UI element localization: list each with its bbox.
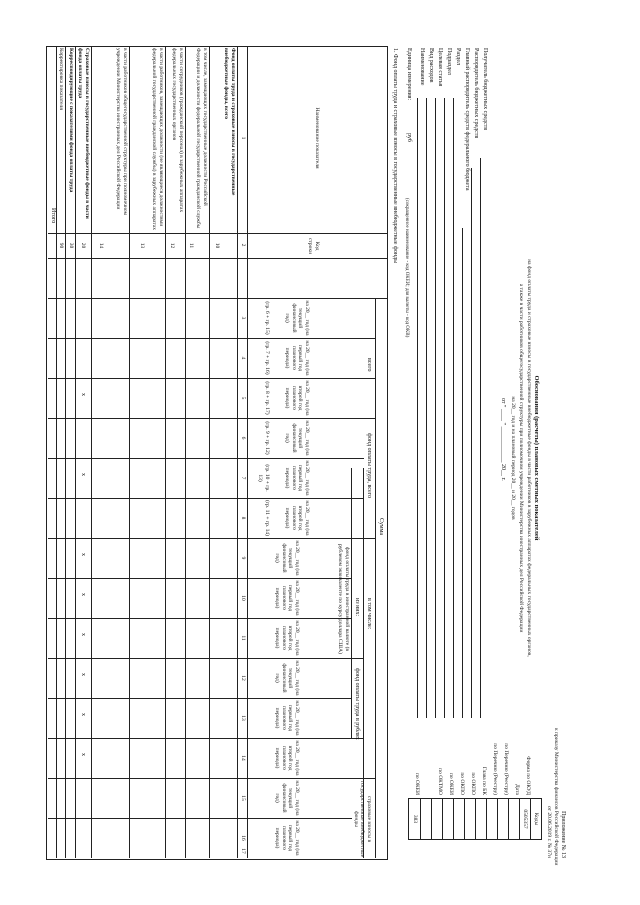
date-line: от " ____ " ____________ 20__ г. [500, 398, 506, 481]
insurance-header: страховые взносы в государственные внебюджетные фонды [353, 780, 372, 858]
col-sep-name [48, 233, 388, 234]
row-line-11 [185, 46, 186, 858]
row-13-name: в части работников, замещающих должности (не являющиеся должностями федеральной государственной гражданской службы) в зарубежных аппаратах [151, 48, 164, 230]
col7-formula: (гр. 10 + гр. 13) [257, 464, 270, 492]
label-oktmo: по ОКТМО [437, 768, 443, 795]
appendix-line-2: к приказу Министерства финансов Российской Федерации [553, 728, 559, 866]
col-sep-3 [48, 298, 388, 299]
row-12-name: в части сотрудников (гражданский персонал) в зарубежных аппаратах федеральных государственных органов [171, 48, 184, 213]
x-mark-20-12: х [80, 673, 86, 676]
row-10-code: 10 [214, 242, 220, 249]
col8-period: на 20__ год (на второй год планового периода) [284, 500, 310, 536]
code-okei-1 [442, 799, 454, 839]
currency-note: (сокращенное наименование - код ОКЕИ; для валюты - код ОКВ) [404, 198, 409, 338]
form-title-3: а также в части работников общегосударственной структуры при полномочном учреждении Министерства иностранных дел Российской Федерации [518, 283, 524, 633]
col-number-16: 16 [240, 835, 246, 841]
col-number-1: 1 [240, 136, 246, 140]
x-mark-20-13: х [80, 713, 86, 716]
col-number-5: 5 [240, 396, 246, 400]
col-sep-15 [48, 778, 376, 779]
row-90-code: 90 [58, 242, 64, 249]
org-field-1-line [480, 158, 481, 718]
org-field-3: Главный распорядитель средств федерального бюджета [464, 48, 470, 191]
label-date: Дата [514, 784, 520, 795]
col4-formula: (гр. 7 + гр. 16) [264, 341, 270, 375]
col3-period: на 20__ год (на текущий финансовый год) [284, 300, 310, 336]
col14-period: на 20__ год (на второй год планового периода) [274, 740, 300, 776]
col-number-6: 6 [240, 436, 246, 440]
col-number-2: 2 [240, 243, 246, 247]
org-field-1: Получатель бюджетных средств [482, 48, 488, 131]
col-sep-13 [48, 698, 352, 699]
codes-header: Коды [533, 812, 539, 826]
row-line-30 [65, 46, 66, 858]
row-line-20 [75, 46, 76, 858]
col-number-4: 4 [240, 356, 246, 360]
col-number-9: 9 [240, 556, 246, 560]
sum-header: Сумма [378, 518, 384, 535]
col10-period: на 20__ год (на первый год планового периода) [274, 580, 300, 616]
col7-period: на 20__ год (на первый год планового периода) [284, 460, 310, 496]
org-field-6: Целевая статья [437, 48, 443, 87]
col-sep-4 [48, 338, 376, 339]
org-field-5: Подраздел [446, 48, 452, 75]
col-code-header: Код строки [307, 237, 320, 255]
col5-formula: (гр. 8 + гр. 17) [264, 381, 270, 415]
x-mark-20-5: х [80, 393, 86, 396]
col-number-14: 14 [240, 755, 246, 761]
col-number-15: 15 [240, 795, 246, 801]
total-row-label: Итого [50, 208, 56, 224]
col5-period: на 20__ год (на второй год планового периода) [284, 380, 310, 416]
col-number-7: 7 [240, 476, 246, 480]
org-field-5-line [444, 98, 445, 718]
col16-period: на 20__ год (на первый год планового периода) [274, 820, 300, 856]
col-number-11: 11 [240, 635, 246, 641]
label-okei-2: по ОКЕИ [414, 772, 420, 795]
col11-period: на 20__ год (на второй год планового периода) [274, 620, 300, 656]
col6-period: на 20__ год (на текущий финансовый год) [284, 420, 310, 456]
org-field-6-line [435, 98, 436, 718]
col-sep-14 [48, 738, 364, 739]
col-number-12: 12 [240, 675, 246, 681]
row-line-13 [129, 46, 130, 858]
x-mark-20-14: х [80, 753, 86, 756]
form-title-1: Обоснования (расчеты) плановых сметных показателей [533, 375, 540, 541]
x-mark-20-7: х [80, 473, 86, 476]
code-okpo-2 [453, 799, 465, 839]
org-field-7: Вид расходов [428, 48, 434, 83]
col-number-13: 13 [240, 715, 246, 721]
row-11-code: 11 [188, 242, 194, 249]
form-title-2: на фонд оплаты труда и страховые взносы в государственные внебюджетные фонды в части работников в зарубежных аппаратах федеральных государственных органов, [526, 259, 532, 657]
code-okei-2: 383 [408, 799, 421, 839]
code-bk [475, 799, 487, 839]
row-line-12 [165, 46, 166, 858]
col-sep-10 [48, 578, 352, 579]
label-bk: Глава по БК [481, 766, 487, 795]
section-1-heading: 1. Фонд оплаты труда и страховые взносы в государственные внебюджетные фонды [392, 48, 398, 264]
row-13-code: 13 [139, 242, 145, 249]
col-sep-12 [48, 658, 364, 659]
incl2-header: из них: [354, 598, 360, 617]
org-field-2-line [471, 168, 472, 718]
row-12-code: 12 [169, 242, 175, 249]
currency-value: руб [406, 133, 412, 142]
col-number-3: 3 [240, 316, 246, 320]
row-30-name: Корреспондирующие с показателями фонда оплаты труда [68, 48, 74, 193]
x-mark-20-9: х [80, 553, 86, 556]
row-line-14 [91, 46, 92, 858]
incl-header: в том числе: [366, 598, 372, 630]
col-number-10: 10 [240, 595, 246, 601]
hdr-line-numbers-bottom [237, 46, 238, 858]
total-header: всего [366, 358, 372, 372]
label-okpo-1: по ОКПО [470, 772, 476, 795]
col-sep-8 [48, 498, 364, 499]
row-14-name: в части работников общегосударственной структуры при полномочном учреждении Министерства иностранных дел Российской Федерации [115, 48, 128, 215]
row-10-name: Фонд оплаты труда и страховые взносы в государственные внебюджетные фонды, всего [223, 48, 236, 196]
org-field-7-line [426, 98, 427, 718]
codes-box [408, 798, 542, 840]
col15-period: на 20__ год (на текущий финансовый год) [274, 780, 300, 816]
col-sep-code [48, 258, 388, 259]
col-sep-9 [48, 538, 376, 539]
x-mark-20-11: х [80, 633, 86, 636]
label-okud: Форма по ОКУД [525, 756, 531, 795]
col-name-header: Наименование показателя [314, 107, 320, 169]
label-okei-1: по ОКЕИ [448, 772, 454, 795]
col3-formula: (гр. 6 + гр. 15) [264, 301, 270, 335]
org-field-8: Наименование [419, 48, 425, 86]
col13-period: на 20__ год (на первый год планового периода) [274, 700, 300, 736]
col-number-8: 8 [240, 516, 246, 520]
currency-label: Единица измерения: [406, 48, 412, 101]
fot-header: фонд оплаты труда, всего [366, 433, 372, 498]
row-20-code: 20 [80, 242, 86, 249]
row-11-name: в том числе, замещающих государственные должности Российской Федерации и должности федеральной государственной гражданской службы [195, 48, 208, 229]
org-field-2: Распорядитель бюджетных средств [473, 48, 479, 139]
code-date [508, 799, 520, 839]
org-field-4-line [453, 98, 454, 718]
form-title-4: на 20__ год и на плановый период 20__ и 20__ годов [510, 396, 516, 520]
row-90-name: Корректировка показателя [58, 48, 64, 110]
col-sep-6 [48, 418, 376, 419]
code-oktmo [431, 799, 443, 839]
code-blank [420, 799, 432, 839]
org-field-4: Раздел [455, 48, 461, 65]
label-reestr-1: по Перечню (Реестру) [503, 743, 509, 795]
col8-formula: (гр. 11 + гр. 14) [264, 500, 270, 536]
code-okpo-1 [464, 799, 476, 839]
appendix-line-3: от 20.06.2019 г. № 37н [546, 805, 552, 858]
label-reestr-2: по Перечню (Реестру) [492, 743, 498, 795]
col9-period: на 20__ год (на текущий финансовый год) [274, 540, 300, 576]
hdr-line-sum [375, 298, 376, 858]
fot-rub-header: фонд оплаты труда в рублях [354, 668, 360, 740]
col-sep-5 [48, 378, 376, 379]
row-line-10 [209, 46, 210, 858]
label-okpo-2: по ОКПО [459, 772, 465, 795]
org-field-8-line [417, 98, 418, 718]
code-reestr-2 [486, 799, 498, 839]
col-sep-7 [48, 458, 364, 459]
row-30-code: 30 [68, 242, 74, 249]
org-field-3-line [462, 228, 463, 718]
col12-period: на 20__ год (на текущий финансовый год) [274, 660, 300, 696]
row-14-code: 14 [98, 242, 104, 249]
col4-period: на 20__ год (на первый год планового периода) [284, 340, 310, 376]
code-okud: 0505357 [519, 799, 531, 839]
appendix-line-1: Приложение № 13 [560, 811, 566, 858]
x-mark-20-10: х [80, 593, 86, 596]
hdr-line-numbers-top [247, 46, 248, 858]
col-number-17: 17 [240, 848, 246, 854]
code-reestr-1 [497, 799, 509, 839]
col-sep-11 [48, 618, 352, 619]
col-sep-16 [48, 818, 352, 819]
rotated-form [40, 38, 570, 868]
fot-currency-sub: фонд оплаты труда в иностранной валюте (в рублевом эквиваленте по курсу доллара США) [337, 544, 350, 654]
row-20-name: Страховые взносы в государственные внебюджетные фонды в части фонда оплаты труда [77, 48, 90, 219]
col6-formula: (гр. 9 + гр. 12) [264, 421, 270, 455]
